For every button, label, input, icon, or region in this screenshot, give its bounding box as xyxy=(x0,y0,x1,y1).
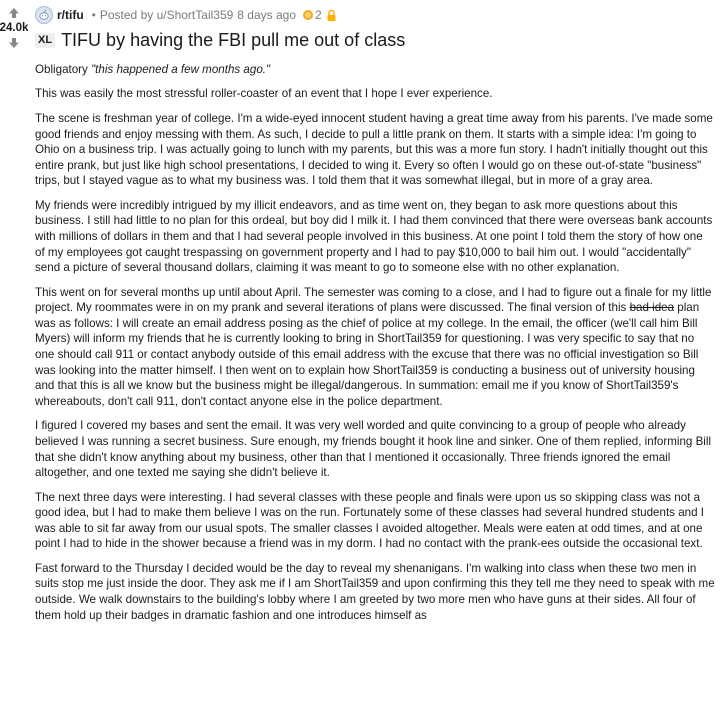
author-link[interactable]: Posted by u/ShortTail359 xyxy=(99,8,234,22)
title-row xyxy=(35,30,715,51)
italic-text: "this happened a few months ago." xyxy=(91,63,271,76)
paragraph: The scene is freshman year of college. I'm a wide-eyed innocent student having a great time away from his parents. I've made some good friends and enjoy messing with them. As such, I decide to pull a little prank on them. It starts with a simple idea: I'm going to Ohio on a business trip. I was actually going to lunch with my parents, but this was a more fun story. I hadn't initially thought out this entire prank, but just like high school presentations, I decided to wing it. Every so often I would go on these out-of-state "business" trips, but I stayed vague as to what my business was. I told them that it was somewhat illegal, but in more of a gray area. xyxy=(35,111,713,188)
silver-award-icon xyxy=(302,9,314,21)
subreddit-link[interactable]: r/tifu xyxy=(57,8,84,22)
award-count: 2 xyxy=(315,8,322,22)
paragraph xyxy=(35,285,715,410)
flair-badge: XL xyxy=(35,33,55,48)
meta-separator: • xyxy=(91,8,96,22)
subreddit-alien-icon[interactable] xyxy=(35,6,53,24)
paragraph: The next three days were interesting. I had several classes with these people and finals were upon us so skipping class was not a good idea, but I had to make them believe I was on the run. Fortunately some of these classes had several hundred students and I was able to sit far away from our usual spots. The smaller classes I avoided altogether. Meals were eaten at odd times, and at one point I had to hide in the shower because a friend was in my dorm. I had no contact with the prank-ees outside the occasional text. xyxy=(35,490,704,551)
paragraph: I figured I covered my bases and sent the email. It was very well worded and quite convincing to a group of people who already believed I was running a secret business. Sure enough, my friends bought it hook line and sinker. One of them replied, informing Bill that she didn't know anything about my business, other than that I mentioned it occasionally. Three friends ignored the email altogether, and one texted me saying she didn't believe it. xyxy=(35,419,712,480)
text-run: plan was as follows: I will create an email address posing as the chief of police at my college. In the email, the officer (we'll call him Bill Myers) will inform my friends that he is currently looking to bring in ShortTail359 for questioning. I was very specific to say that no one should call 911 or contact anybody outside of this email address with the excuse that there was no official investigation so Bill was looking into the matter himself. I then went on to explain how ShortTail359 is conducting a business out of university housing and that this is all we know but the business might be illegal/dangerous. In summation: email me if you know of ShortTail359's whereabouts, don't call 911, don't contact anyone else in the police department. xyxy=(35,301,700,408)
post-age[interactable]: 8 days ago xyxy=(237,8,297,22)
paragraph: My friends were incredibly intrigued by my illicit endeavors, and as time went on, they began to ask more questions about this business. I still had little to no plan for this ordeal, but boy did I milk it. I had them convinced that there were overseas bank accounts with millions of dollars in them and that I had several people involved in this business. At one point I told them the story of how one of my employees got caught trespassing on government property and I had to pay $10,000 to bail him out. I would "accidentally" send a picture of several thousand dollars, claiming it was meant to go to someone else with no other explanation. xyxy=(35,198,713,275)
post-meta xyxy=(35,5,715,25)
upvote-arrow-icon[interactable] xyxy=(7,6,21,20)
award-badge[interactable] xyxy=(302,8,322,22)
vote-score: 24.0k xyxy=(0,22,29,34)
post-content xyxy=(35,5,715,632)
downvote-arrow-icon[interactable] xyxy=(7,36,21,50)
paragraph xyxy=(35,62,715,78)
post-title[interactable]: TIFU by having the FBI pull me out of class xyxy=(61,30,406,50)
strikethrough-text: bad idea xyxy=(629,301,675,315)
vote-column xyxy=(0,6,28,50)
lock-icon xyxy=(326,9,337,22)
paragraph: Fast forward to the Thursday I decided would be the day to reveal my shenanigans. I'm walking into class when these two men in suits stop me just inside the door. They ask me if I am ShortTail359 and upon confirming this they tell me they need to speak with me outside. We walk downstairs to the building's lobby where I am greeted by two more men who have guns at their sides. All four of them hold up their badges in dramatic fashion and one introduces himself as xyxy=(35,561,715,622)
paragraph: This was easily the most stressful roller-coaster of an event that I hope I ever experience. xyxy=(35,87,493,101)
post-body xyxy=(35,62,715,623)
text-run: Obligatory xyxy=(35,63,92,76)
text-run: This went on for several months up until about April. The semester was coming to a close, and I had to figure out a finale for my little project. My roommates were in on my prank and several iterations of plans were discussed. The final version of this xyxy=(35,285,712,315)
